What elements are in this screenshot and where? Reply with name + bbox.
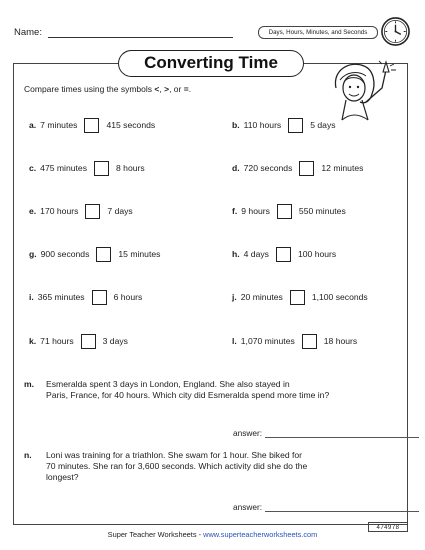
answer-n: answer: [233,502,419,512]
problem-l: l. 1,070 minutes 18 hours [232,332,357,350]
problem-c: c. 475 minutes 8 hours [29,159,145,177]
problem-b: b. 110 hours 5 days [232,116,336,134]
answer-m: answer: [233,428,419,438]
problem-i: i. 365 minutes 6 hours [29,288,142,306]
answer-m-line[interactable] [265,428,419,438]
problem-j: j. 20 minutes 1,100 seconds [232,288,368,306]
answer-box[interactable] [92,290,107,305]
answer-box[interactable] [302,334,317,349]
answer-box[interactable] [85,204,100,219]
answer-box[interactable] [81,334,96,349]
answer-box[interactable] [94,161,109,176]
worksheet-title: Converting Time [118,50,304,77]
clock-icon [380,16,411,47]
word-problem-n: n. Loni was training for a triathlon. She swam for 1 hour. She biked for 70 minutes. She ran for 3,600 seconds. Which activity did she do the longest? [24,450,308,482]
answer-box[interactable] [96,247,111,262]
topic-tag: Days, Hours, Minutes, and Seconds [258,26,378,39]
worksheet-code: 474978 [368,522,408,532]
answer-box[interactable] [277,204,292,219]
problem-a: a. 7 minutes 415 seconds [29,116,155,134]
girl-pointing-illustration [330,58,402,122]
name-label: Name: [14,27,42,38]
problem-h: h. 4 days 100 hours [232,245,336,263]
answer-box[interactable] [288,118,303,133]
footer: Super Teacher Worksheets - www.superteacherworksheets.com [107,530,318,539]
problem-k: k. 71 hours 3 days [29,332,128,350]
answer-box[interactable] [84,118,99,133]
name-line[interactable] [48,37,233,38]
problem-e: e. 170 hours 7 days [29,202,133,220]
problem-g: g. 900 seconds 15 minutes [29,245,160,263]
problem-d: d. 720 seconds 12 minutes [232,159,363,177]
instructions: Compare times using the symbols <, >, or =. [24,84,192,94]
footer-link[interactable]: www.superteacherworksheets.com [203,530,318,539]
answer-box[interactable] [276,247,291,262]
answer-n-line[interactable] [265,502,419,512]
word-problem-m: m. Esmeralda spent 3 days in London, England. She also stayed in Paris, France, for 40 hours. Which city did Esmeralda spend more time in? [24,379,330,400]
answer-box[interactable] [299,161,314,176]
problem-f: f. 9 hours 550 minutes [232,202,346,220]
answer-box[interactable] [290,290,305,305]
